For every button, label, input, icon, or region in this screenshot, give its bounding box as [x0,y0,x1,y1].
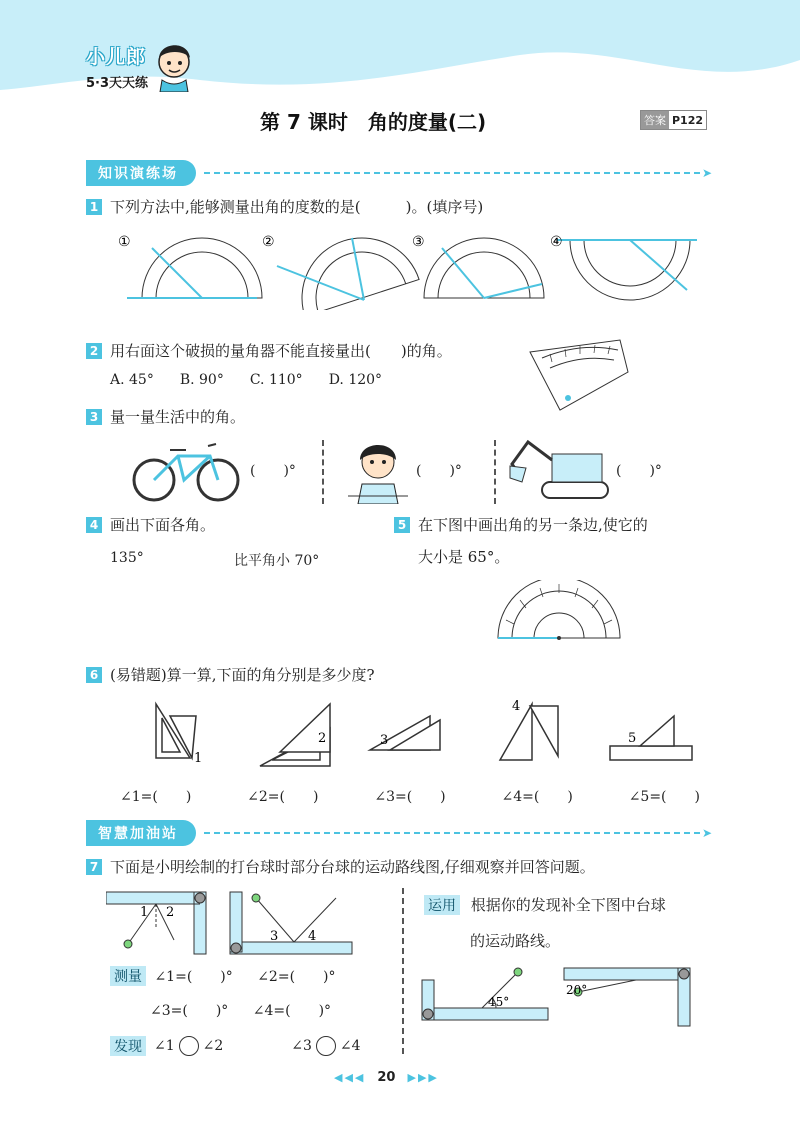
choice-b[interactable]: B. 90° [179,372,224,388]
option-label: ① [118,234,131,250]
question-7 [86,856,595,877]
diagram-label: 4 [308,929,317,944]
question-5-text-line2: 大小是 65°。 [418,548,510,566]
question-1-text: 下列方法中,能够测量出角的度数的是( )。(填序号) [110,198,484,216]
page-title: 第 7 课时 角的度量(二) [260,110,487,134]
discover-angle: ∠2 [202,1038,224,1054]
measure-row-2 [150,1000,331,1020]
question-3 [86,406,245,427]
choice-d[interactable]: D. 120° [328,372,383,388]
question-number: 4 [86,517,102,533]
discover-tag: 发现 [110,1036,146,1056]
billiard-completion-diagrams[interactable] [418,962,696,1028]
billiard-path-diagrams [106,888,356,958]
option-label: ③ [412,234,425,250]
page-number: 20 [377,1070,396,1085]
section-banner-practice: 知识演练场 ➤ [86,160,712,186]
q4-angle-a: 135° [110,550,144,566]
discover-angle: ∠1 [154,1038,175,1054]
girl-thinking-icon [348,436,408,504]
question-5 [394,514,648,535]
answer-angle-1[interactable]: ∠1=( ) [120,789,192,805]
angle-label: 5 [628,731,637,746]
section-title: 知识演练场 [86,160,196,186]
angle-label: 4 [512,699,521,714]
compare-circle-2[interactable] [316,1036,336,1056]
choice-c[interactable]: C. 110° [249,372,303,388]
discover-row [110,1036,361,1056]
next-arrows-icon: ▶▶▶ [407,1071,439,1084]
footer [334,1070,439,1085]
apply-line-1 [424,894,666,915]
question-6 [86,664,375,685]
answer-label: 答案 [641,111,669,129]
choice-a[interactable]: A. 45° [110,372,154,388]
excavator-icon [506,436,612,502]
angle-label: 3 [380,733,389,748]
divider [494,440,496,504]
measure-row-1 [110,966,336,986]
apply-tag: 运用 [424,895,460,915]
broken-protractor-icon [520,332,630,414]
answer-angle-5[interactable]: ∠5=( ) [628,789,700,805]
prev-arrows-icon: ◀◀◀ [334,1071,366,1084]
diagram-label: 1 [140,905,149,920]
question-4 [86,514,215,535]
angle-label: 2 [318,731,327,746]
question-4-text: 画出下面各角。 [110,516,216,534]
angle-label: 45° [488,995,510,1009]
discover-angle: ∠3 [291,1038,312,1054]
brand-logo: 小儿郎 [86,46,147,68]
blank-excavator-angle[interactable]: ( )° [616,463,662,479]
brand-subtitle: 5·3天天练 [86,76,149,91]
question-2 [86,340,452,361]
question-3-text: 量一量生活中的角。 [110,408,246,426]
option-label: ② [262,234,275,250]
blank-angle-4[interactable]: ∠4=( )° [252,1003,332,1019]
divider [322,440,324,504]
option-label: ④ [550,234,563,250]
question-1 [86,196,483,217]
question-7-text: 下面是小明绘制的打台球时部分台球的运动路线图,仔细观察并回答问题。 [110,858,595,876]
question-number: 3 [86,409,102,425]
question-number: 7 [86,859,102,875]
measure-tag: 测量 [110,966,146,986]
blank-bicycle-angle[interactable]: ( )° [250,463,296,479]
q6-triangle-figures [140,696,700,772]
question-number: 2 [86,343,102,359]
answer-angle-3[interactable]: ∠3=( ) [374,789,446,805]
q6-answer-row [120,786,700,806]
answer-angle-4[interactable]: ∠4=( ) [501,789,573,805]
angle-label: 1 [194,751,203,766]
discover-angle: ∠4 [339,1038,361,1054]
bicycle-icon [130,440,242,504]
answer-reference [640,110,707,130]
blank-girl-angle[interactable]: ( )° [416,463,462,479]
diagram-label: 3 [270,929,279,944]
question-5-text-line1: 在下图中画出角的另一条边,使它的 [418,516,648,534]
question-number: 6 [86,667,102,683]
q2-choices [110,372,470,388]
mascot-boy-icon [150,36,198,92]
q4-angle-b: 比平角小 70° [234,553,320,569]
diagram-label: 2 [166,905,175,920]
blank-angle-1[interactable]: ∠1=( )° [154,969,233,985]
apply-line-2: 的运动路线。 [470,932,561,950]
q1-protractor-options [112,228,702,310]
blank-angle-3[interactable]: ∠3=( )° [150,1003,229,1019]
question-6-text: (易错题)算一算,下面的角分别是多少度? [110,666,375,684]
question-2-text: 用右面这个破损的量角器不能直接量出( )的角。 [110,342,452,360]
divider [402,888,404,1054]
question-number: 1 [86,199,102,215]
apply-text: 根据你的发现补全下图中台球 [470,896,666,914]
section-banner-wisdom: 智慧加油站 ➤ [86,820,712,846]
angle-label: 20° [566,983,588,997]
answer-page: P122 [672,114,704,127]
blank-angle-2[interactable]: ∠2=( )° [257,969,336,985]
section-title: 智慧加油站 [86,820,196,846]
answer-angle-2[interactable]: ∠2=( ) [247,789,319,805]
question-number: 5 [394,517,410,533]
protractor-drawing-area[interactable] [494,580,624,644]
compare-circle-1[interactable] [179,1036,199,1056]
